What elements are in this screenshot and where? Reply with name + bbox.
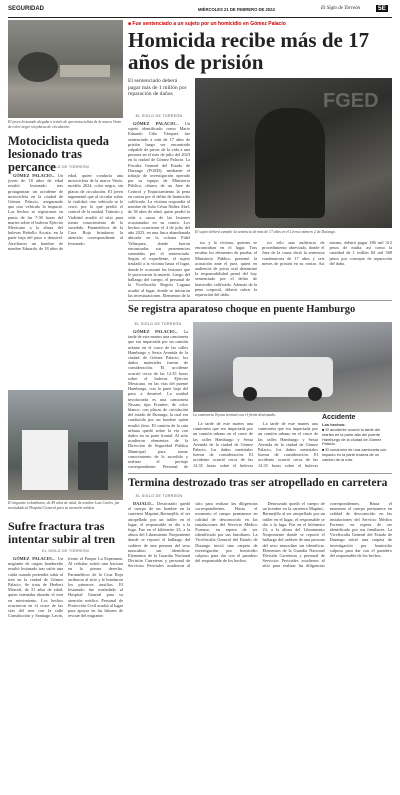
main-col3-text: tos y la víctima, quienes se encontraban en el lugar. Tras recabar los elementos de prueba, el Ministerio Público presentó la acusación ante el juez, quien en audiencia de juicio oral determinó la responsabilidad penal del hoy sentenciado por el delito de homicidio calificado. Además de la pena corporal, deberá cubrir la reparación del daño. <box>195 240 257 297</box>
crash-dateline: GÓMEZ PALACIO.– <box>133 329 178 334</box>
sidebar-title: Accidente <box>322 414 356 421</box>
train-photo <box>8 390 123 500</box>
main-dateline: GÓMEZ PALACIO.– <box>133 121 179 126</box>
train-body <box>8 556 123 788</box>
motorcycle-body <box>8 173 123 385</box>
person-silhouette <box>255 108 325 218</box>
date-line: MIÉRCOLES 21 DE FEBRERO DE 2024 <box>198 7 275 12</box>
main-body-text: Un sujeto identificado como Mario Eduardo Cilio Vázquez fue sentenciado a más de 17 años de prisión luego ser encontrado culpable de privar de la vida a una persona en el mes de julio del 2023 en la ciudad de Gómez Palacio. La Fiscalía General del Estado de Durango (FGED), mediante el trabajo de investigación operado por su equipo de Ministerio Público, obtuvo de un Juez de Control y Enjuiciamiento la pena en contra por el delito de homicidio calificado. La víctima respondía al nombre de Julio César Núñez Abel, de 38 años de edad, quien perdió la vida a causa de las lesiones ocasionadas en su contra. Los hechos ocurrieron el 4 de julio del año 2023, en una finca abandonada ubicada en la colonia Fidel Velázquez, donde fueron encontradas sus pertenencias sustraídas por el sentenciado. Según el expediente, el sujeto trasladó a la víctima hasta el lugar, donde le ocasionó las lesiones que le provocaron la muerte. Luego del hallazgo del cuerpo, el personal de la Vicefiscalía Región Laguna acudió al lugar, donde se iniciaron las investigaciones. Elementos de la <box>128 121 190 297</box>
page-header <box>8 6 392 16</box>
main-photo-caption: El sujeto deberá cumplir la sentencia de más de 17 años en el Cereso número 2 de Durango. <box>195 230 337 234</box>
main-headline: Homicida recibe más de 17 años de prisión <box>128 28 370 74</box>
road-dateline: DAJALO.– <box>133 501 154 506</box>
main-byline: EL SIGLO DE TORREÓN <box>135 114 183 118</box>
crash-byline: EL SIGLO DE TORREÓN <box>134 322 182 326</box>
ambulance-shape <box>22 430 68 490</box>
crash-photo-caption: La camioneta Toyota terminó con el frente destrozado. <box>193 413 276 417</box>
main-kicker-text: Fue sentenciado a un sujeto por un homicidio en Gómez Palacio <box>132 21 286 27</box>
page-number: 5E <box>378 5 386 12</box>
motorcycle-byline: EL SIGLO DE TORREÓN <box>42 165 89 169</box>
train-byline: EL SIGLO DE TORREÓN <box>42 549 89 553</box>
road-body-text: Destrozado quedó el cuerpo de un hombre en la carretera Mapimí–Bermejillo al ser atropellado por un tráiler en el lugar, el responsable se dio a la fuga. Fue en el kilómetro 23, a la altura del Libramiento Norponiente donde se reportó el hallazgo del cadáver de una persona del sexo masculino sin identificar. Elementos de la Guardia Nacional División Carreteras y personal de Servicios Periciales acudieron al sitio para realizar las diligencias correspondientes. Hasta el momento el cuerpo permanece en calidad de desconocido en las instalaciones del Servicio Médico Forense, en espera de ser identificado por sus familiares. La Vicefiscalía General del Estado de Durango inició una carpeta de investigación por homicidio culposo para dar con el paradero del responsable de los hechos. <box>128 501 258 569</box>
main-kicker: ■ Fue sentenciado a un sujeto por un homicidio en Gómez Palacio <box>128 21 286 27</box>
crash-photo <box>193 322 392 412</box>
main-col4-text: rio sólo una audiencia de procedimiento abreviado, donde el Juez de la causa dictó la sentencia condenatoria de 17 años y seis meses de prisión en su contra. Así mismo, deberá pagar 186 mil 312 pesos de multa, así como la cantidad de 1 millón 84 mil 568 pesos por concepto de reparación del daño. <box>262 240 392 266</box>
paper-name: El Siglo de Torreón <box>321 6 360 11</box>
crash-headline: Se registra aparatoso choque en puente Hamburgo <box>128 304 356 315</box>
main-deck: El sentenciado deberá pagar más de 1 millón por reparación de daños <box>128 78 187 98</box>
train-body-text: Un migrante de origen hondureño resultó lesionado tras sufrir una caída cuando pretendía subir al tren en la ciudad de Gómez Palacio. Se trata de Herbert Marcial, de 31 años de edad, quien intentaba abordar el tren en movimiento. Los hechos ocurrieron en el cruce de las vías del tren con la calle Constitución y Santiago Lavín, frente al Parque La Esperanza. Al resbalar sufrió una fractura en la pierna derecha. Paramédicos de la Cruz Roja arribaron al sitio y le brindaron los primeros auxilios. El lesionado fue trasladado al Hospital General para su atención médica. Personal de Protección Civil acudió al lugar para apoyar en las labores de rescate del migrante. <box>8 556 123 619</box>
section-label: SEGURIDAD <box>8 6 45 12</box>
road-body <box>128 501 392 787</box>
main-body-col3 <box>262 240 392 297</box>
motorcycle-body-text: Un joven de 18 años de edad resultó lesionado tras protagonizar un accidente de motocicleta en la ciudad de Gómez Palacio, asegurando que otro vehículo lo impactó. Los hechos se registraron en punto de las 7:30 horas del martes sobre el bulevar Ejército Mexicano a la altura del bulevar Rebollo Acosta, en la parte baja del paso a desnivel. Auxiliaron un hombre de nombre Eduardo, de 18 años de edad, quien conducía una motocicleta de la marca Vento, modelo 2024, color negro, sin placas de circulación. El joven argumentó que al circular sobre la vialidad, otro vehículo se le cerró, por lo que perdió el control de la unidad. Tránsito y Vialidad acudió al sitio para tomar conocimiento de lo sucedido. Paramédicos de la Cruz Roja brindaron la atención correspondiente al lesionado. <box>8 173 123 251</box>
sidebar-subtitle: Los hechos: <box>322 422 346 427</box>
train-dateline: GÓMEZ PALACIO.– <box>13 556 55 561</box>
wheel-shape <box>243 387 257 401</box>
divider-2 <box>128 473 392 474</box>
crash-body-cont: La tarde de este martes una camioneta que era impactada por un camión urbano en el cruce de las calles Hamburgo y Sexta Avenida de la ciudad de Gómez Palacio, los daños materiales fueron de consideración. El accidente ocurrió cerca de las 12:35 horas sobre el bulevar <box>193 421 253 468</box>
crash-body-col2 <box>193 421 253 469</box>
crash-body-cont2: La tarde de este martes una camioneta que era impactada por un camión urbano en el cruce de las calles Hamburgo y Sexta Avenida de la ciudad de Gómez Palacio, los daños materiales fueron de consideración. El accidente ocurrió cerca de las 12:35 horas sobre el bulevar <box>258 421 318 468</box>
crash-body-text: La tarde de este martes una camioneta que era impactada por un camión urbano en el cruce de las calles Hamburgo y Sexta Avenida de la ciudad de Gómez Palacio, los daños materiales fueron de consideración. El accidente ocurrió cerca de las 12:35 horas sobre el bulevar Ejército Mexicano, en las vías del puente Hamburgo, con la parte baja del paso a desnivel. La unidad involucrada es una camioneta Nissan, tipo Frontier, de color blanco, con placas de circulación del estado de Durango, la cual era conducida por un hombre quien resultó ileso. El camión de la ruta urbana quedó sobre la vía con daños en su parte frontal. Al sitio acudieron elementos de la Dirección de Seguridad Pública Municipal para tomar conocimiento de lo sucedido y realizar el peritaje correspondiente. Personal de <box>128 329 188 469</box>
sidebar-item: ■ El accidente ocurrió la tarde del martes en la parte alta del puente Hamburgo de la ciudad de Gómez Palacio. <box>322 427 382 447</box>
road-byline: EL SIGLO DE TORREÓN <box>135 494 183 498</box>
road-headline: Termina destrozado tras ser atropellado en carretera <box>128 477 388 489</box>
train-photo-caption: El migrante colombiano, de 49 años de edad, de nombre Luis Carlos, fue trasladado al Hospital General para su atención médica. <box>8 501 120 510</box>
motorcycle-headline: Motociclista queda lesionado tras percance <box>8 134 110 174</box>
motorcycle-photo-caption: El joven lesionado alegaba a través de que motociclista de la marca Vento de color negro sin placas de circulación. <box>8 120 122 129</box>
train-headline: Sufre fractura tras intentar subir al tren <box>8 519 116 546</box>
motorcycle-shape <box>18 52 58 82</box>
header-rule <box>8 17 392 18</box>
fged-watermark: FGED <box>323 90 379 112</box>
motorcycle-dateline: GÓMEZ PALACIO.– <box>13 173 55 178</box>
accident-sidebar <box>322 414 392 469</box>
motorcycle-photo <box>8 20 123 118</box>
main-body-col1 <box>128 121 190 297</box>
road-body-cont: Destrozado quedó el cuerpo de un hombre en la carretera Mapimí–Bermejillo al ser atropellado por un tráiler en el lugar, el responsable se dio a la fuga. Fue en el kilómetro 23, a la altura del Libramiento Norponiente donde se reportó el hallazgo del cadáver de una persona del sexo masculino sin identificar. Elementos de la Guardia Nacional División Carreteras y personal de Servicios Periciales acudieron al sitio para realizar las diligencias correspondientes. Hasta el momento el cuerpo permanece en calidad de desconocido en las instalaciones del Servicio Médico Forense, en espera de ser identificado por sus familiares. La Vicefiscalía General del Estado de Durango inició una carpeta de investigación por homicidio culposo para dar con el paradero del responsable de los hechos. <box>262 501 392 569</box>
divider-1 <box>128 300 392 301</box>
wheel-shape <box>308 387 322 401</box>
crash-body-col1 <box>128 329 188 469</box>
main-body-col2 <box>195 240 257 297</box>
sidebar-item: ■ El conductor de una camioneta con impacto en la parte trasera de un camión de la ruta. <box>322 447 387 462</box>
main-photo <box>195 78 392 228</box>
road-shape <box>60 65 110 77</box>
figure-shape <box>78 442 108 490</box>
crash-body-col3 <box>258 421 318 469</box>
